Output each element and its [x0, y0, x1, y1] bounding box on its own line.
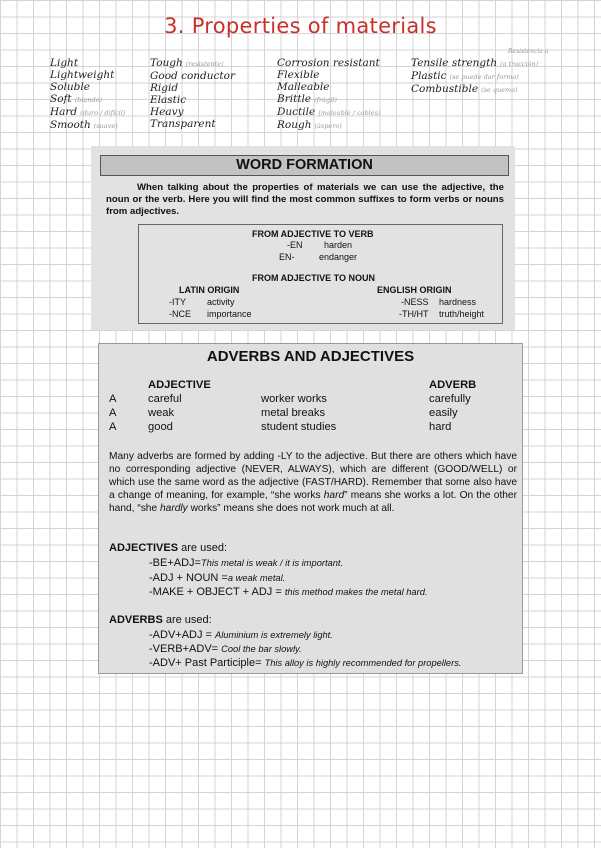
row-noun-phrase: metal breaks — [261, 407, 326, 419]
note-item: Rough (áspero) — [277, 119, 342, 131]
row-noun-phrase: worker works — [261, 393, 327, 405]
latin-example: importance — [207, 309, 252, 319]
adverb-rule: -ADV+ Past Participle= This alloy is highly recommended for propellers. — [149, 657, 462, 669]
note-item: Heavy — [150, 106, 184, 118]
adjective-rule: -MAKE + OBJECT + ADJ = this method makes the metal hard. — [149, 586, 428, 598]
english-suffix: -TH/HT — [399, 309, 429, 319]
notes-column-2 — [150, 57, 235, 130]
verb-suffix: EN- — [279, 252, 295, 262]
note-item: Malleable — [277, 81, 330, 93]
adverb-rule: -ADV+ADJ = Aluminium is extremely light. — [149, 629, 333, 641]
word-formation-title: WORD FORMATION — [100, 155, 509, 176]
latin-suffix: -ITY — [169, 297, 186, 307]
page-title: 3. Properties of materials — [164, 14, 437, 38]
adj-to-verb-heading: FROM ADJECTIVE TO VERB — [252, 229, 374, 239]
note-item: Corrosion resistant — [277, 57, 380, 69]
row-adjective: weak — [148, 407, 175, 419]
note-item: Transparent — [150, 118, 216, 130]
word-formation-box — [91, 146, 515, 330]
corner-note: Resistencia a — [508, 48, 549, 55]
note-item: Plastic (se puede dar forma) — [411, 70, 519, 82]
adj-to-noun-heading: FROM ADJECTIVE TO NOUN — [252, 273, 376, 283]
adverb-rule: -VERB+ADV= Cool the bar slowly. — [149, 643, 302, 655]
row-adjective: careful — [148, 393, 182, 405]
note-item: Good conductor — [150, 70, 235, 82]
english-example: hardness — [439, 297, 477, 307]
suffix-table — [138, 224, 503, 324]
adverb-header: ADVERB — [429, 379, 477, 391]
note-item: Tough (resistente) — [150, 57, 224, 69]
latin-suffix: -NCE — [169, 309, 191, 319]
row-adjective: good — [148, 421, 173, 433]
note-item: Ductile (maleable / cables) — [277, 106, 381, 118]
note-item: Lightweight — [50, 69, 115, 81]
note-item: Elastic — [150, 94, 187, 106]
row-adverb: hard — [429, 421, 452, 433]
row-noun-phrase: student studies — [261, 421, 337, 433]
verb-example: endanger — [319, 252, 358, 262]
note-item: Hard (duro / difícil) — [50, 106, 126, 118]
english-suffix: -NESS — [401, 297, 429, 307]
verb-suffix: -EN — [287, 240, 303, 250]
note-item: Combustible (se quema) — [411, 83, 518, 95]
adverbs-title: ADVERBS AND ADJECTIVES — [206, 348, 415, 365]
note-item: Flexible — [277, 69, 320, 81]
latin-origin-heading: LATIN ORIGIN — [179, 285, 240, 295]
verb-example: harden — [324, 240, 353, 250]
english-origin-heading: ENGLISH ORIGIN — [377, 285, 452, 295]
row-article: A — [109, 421, 117, 433]
row-article: A — [109, 393, 117, 405]
adverbs-adjectives-box — [98, 343, 523, 674]
notes-column-3 — [277, 57, 380, 132]
note-item: Soluble — [50, 81, 90, 93]
adjective-rule: -BE+ADJ=This metal is weak / it is important. — [149, 557, 344, 569]
word-formation-intro: When talking about the properties of materials we can use the adjective, the noun or the verb. Here you will find the most common suffixes to form verbs or nouns from adjectives. — [106, 182, 504, 217]
adjective-rule: -ADJ + NOUN =a weak metal. — [149, 572, 286, 584]
adverbs-used-heading: ADVERBS are used: — [109, 614, 212, 626]
latin-example: activity — [207, 297, 235, 307]
adjective-header: ADJECTIVE — [148, 379, 211, 391]
note-item: Smooth (suave) — [50, 119, 118, 131]
notes-column-4 — [411, 57, 538, 96]
adverbs-explanation: Many adverbs are formed by adding -LY to the adjective. But there are others which have no corresponding adjective (NEVER, ALWAYS), which are different (GOOD/WELL) or which use the same word as the adjective (FAST/HARD). Remember that some also have a change of meaning, for example, “she works hard” means she works a lot. On the other hand, “she hardly works” means she does not work much at all. — [109, 451, 517, 514]
note-item: Light — [50, 57, 79, 69]
note-item: Brittle (frágil) — [277, 93, 337, 105]
row-article: A — [109, 407, 117, 419]
note-item: Rigid — [150, 82, 179, 94]
note-item: Tensile strength (a tracción) — [411, 57, 539, 69]
adjectives-used-heading: ADJECTIVES are used: — [109, 542, 227, 554]
row-adverb: carefully — [429, 393, 471, 405]
english-example: truth/height — [439, 309, 485, 319]
row-adverb: easily — [429, 407, 458, 419]
notes-column-1 — [50, 57, 125, 132]
note-item: Soft (blando) — [50, 93, 103, 105]
